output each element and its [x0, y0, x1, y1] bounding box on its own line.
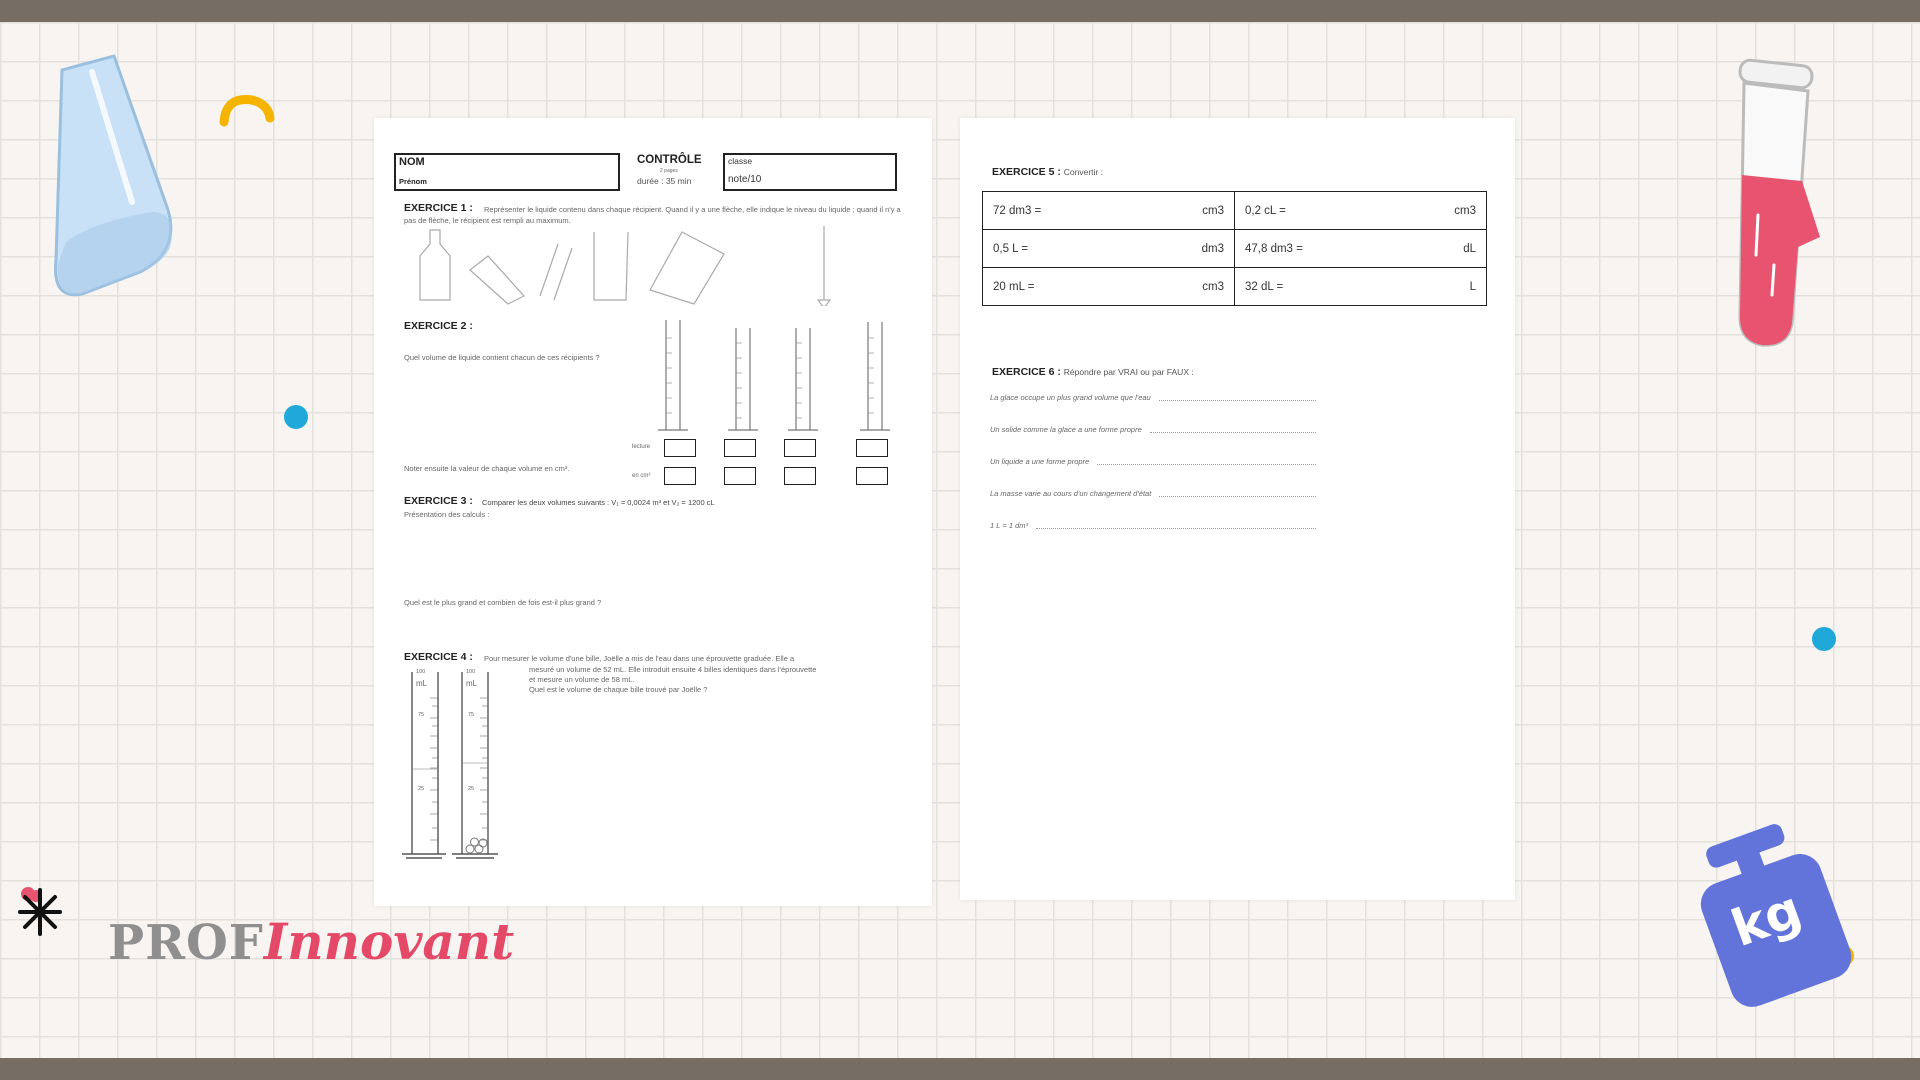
class-box: [723, 153, 897, 191]
cyl2-unit: mL: [466, 679, 478, 688]
exercise5-title-text: EXERCICE 5 :: [992, 166, 1061, 178]
answer-line[interactable]: [1159, 496, 1316, 497]
conversion-expression: 20 mL =: [993, 280, 1035, 293]
answer-line[interactable]: [1159, 400, 1316, 401]
exercise5-subtitle: Convertir :: [1063, 167, 1103, 177]
exercise1-text: Représenter le liquide contenu dans chaque récipient. Quand il y a une flèche, elle indique le niveau du liquide ; quand il n'y a pas de flèche, le récipient est rempli au maximum.: [404, 205, 901, 225]
statement-text: Un solide comme la glace a une forme propre: [990, 425, 1142, 434]
cyl2-tick25: 25: [468, 786, 475, 792]
conversion-expression: 32 dL =: [1245, 280, 1284, 293]
conversion-table: [982, 191, 1487, 306]
exercise6-title: [992, 366, 1194, 378]
conversion-unit: cm3: [1454, 204, 1476, 217]
exercise2-title: EXERCICE 2 :: [404, 320, 473, 332]
exercise4-text4: Quel est le volume de chaque bille trouvé par Joëlle ?: [529, 685, 708, 694]
answer-box[interactable]: [664, 439, 696, 457]
weight-label: kg: [1724, 879, 1809, 959]
conversion-cell[interactable]: [1235, 192, 1487, 230]
answer-box[interactable]: [724, 467, 756, 485]
conversion-unit: cm3: [1202, 204, 1224, 217]
arc-deco: [216, 90, 276, 130]
answer-line[interactable]: [1036, 528, 1316, 529]
answer-line[interactable]: [1150, 432, 1316, 433]
name-box: [394, 153, 620, 191]
conversion-expression: 0,2 cL =: [1245, 204, 1286, 217]
conversion-unit: dL: [1463, 242, 1476, 255]
logo-innovant: Innovant: [263, 912, 515, 971]
conversion-cell[interactable]: [983, 192, 1235, 230]
logo-prof: PROF: [108, 915, 264, 971]
exercise5-title: [992, 166, 1103, 178]
controle-title: CONTRÔLE: [637, 154, 702, 166]
graduated-cylinders: [632, 318, 902, 438]
cyl1-unit: mL: [416, 679, 428, 688]
answer-box[interactable]: [856, 467, 888, 485]
pages-note: 2 pages: [660, 168, 678, 174]
top-band: [0, 0, 1920, 22]
exercise2-question: Quel volume de liquide contient chacun de ces récipients ?: [404, 353, 600, 362]
exercise4-text1: Pour mesurer le volume d'une bille, Joëlle a mis de l'eau dans une éprouvette graduée. Elle a: [484, 654, 795, 663]
conversion-expression: 47,8 dm3 =: [1245, 242, 1303, 255]
cm3-label: en cm³: [632, 473, 651, 479]
cyl2-tick75: 75: [468, 712, 475, 718]
cyl1-top: 100: [416, 669, 426, 675]
answer-line[interactable]: [1097, 464, 1316, 465]
lecture-label: lecture: [632, 444, 651, 450]
conversion-cell[interactable]: [983, 268, 1235, 306]
conversion-cell[interactable]: [983, 230, 1235, 268]
statement-text: La masse varie au cours d'un changement d'état: [990, 489, 1152, 498]
worksheet-page-2: [960, 118, 1515, 900]
answer-box[interactable]: [724, 439, 756, 457]
exercise1-title: EXERCICE 1 :: [404, 202, 473, 214]
duree-text: durée : 35 min: [637, 176, 692, 186]
flask-icon: [52, 52, 237, 302]
blue-dot: [284, 405, 308, 429]
exercise3-text: Comparer les deux volumes suivants : V₁ = 0,0024 m³ et V₂ = 1200 cL: [482, 498, 715, 507]
cyl1-tick75: 75: [418, 712, 425, 718]
statement-text: La glace occupe un plus grand volume que l'eau: [990, 393, 1151, 402]
exercise6-title-text: EXERCICE 6 :: [992, 366, 1061, 378]
classe-label: classe: [728, 156, 753, 166]
exercise6-subtitle: Répondre par VRAI ou par FAUX :: [1063, 367, 1194, 377]
conversion-expression: 72 dm3 =: [993, 204, 1042, 217]
conversion-unit: L: [1469, 280, 1476, 293]
brand-logo: [108, 912, 514, 971]
cyl1-tick25: 25: [418, 786, 425, 792]
exercise4-title: EXERCICE 4 :: [404, 651, 473, 663]
conversion-unit: dm3: [1201, 242, 1224, 255]
conversion-row: [983, 192, 1487, 230]
exercise4-text2: mesuré un volume de 52 mL. Elle introduit ensuite 4 billes identiques dans l'éprouvette: [529, 665, 817, 674]
conversion-row: [983, 268, 1487, 306]
exercise4-text3: et mesure un volume de 58 mL.: [529, 675, 635, 684]
answer-box[interactable]: [664, 467, 696, 485]
conversion-unit: cm3: [1202, 280, 1224, 293]
note-label: note/10: [728, 174, 762, 185]
answer-box[interactable]: [784, 467, 816, 485]
worksheet-page-1: [374, 118, 932, 906]
conversion-cell[interactable]: [1235, 230, 1487, 268]
nom-label: NOM: [399, 156, 425, 168]
exercise2-note: Noter ensuite la valeur de chaque volume en cm³.: [404, 464, 570, 473]
answer-box[interactable]: [784, 439, 816, 457]
cyl2-top: 100: [466, 669, 476, 675]
exercise1-containers: [404, 226, 904, 306]
statement-text: Un liquide a une forme propre: [990, 457, 1090, 466]
conversion-expression: 0,5 L =: [993, 242, 1029, 255]
prenom-label: Prénom: [399, 177, 427, 186]
asterisk-icon: [12, 884, 68, 940]
exercise3-title: EXERCICE 3 :: [404, 495, 473, 507]
test-tube-icon: [1700, 55, 1820, 355]
blue-dot: [1812, 627, 1836, 651]
statement-text: 1 L = 1 dm³: [990, 521, 1029, 530]
exercise3-question: Quel est le plus grand et combien de fois est-il plus grand ?: [404, 598, 602, 607]
answer-box[interactable]: [856, 439, 888, 457]
conversion-row: [983, 230, 1487, 268]
exercise3-presentation: Présentation des calculs :: [404, 510, 490, 519]
bottom-band: [0, 1058, 1920, 1080]
exercise4-cylinders: [400, 668, 504, 868]
conversion-cell[interactable]: [1235, 268, 1487, 306]
